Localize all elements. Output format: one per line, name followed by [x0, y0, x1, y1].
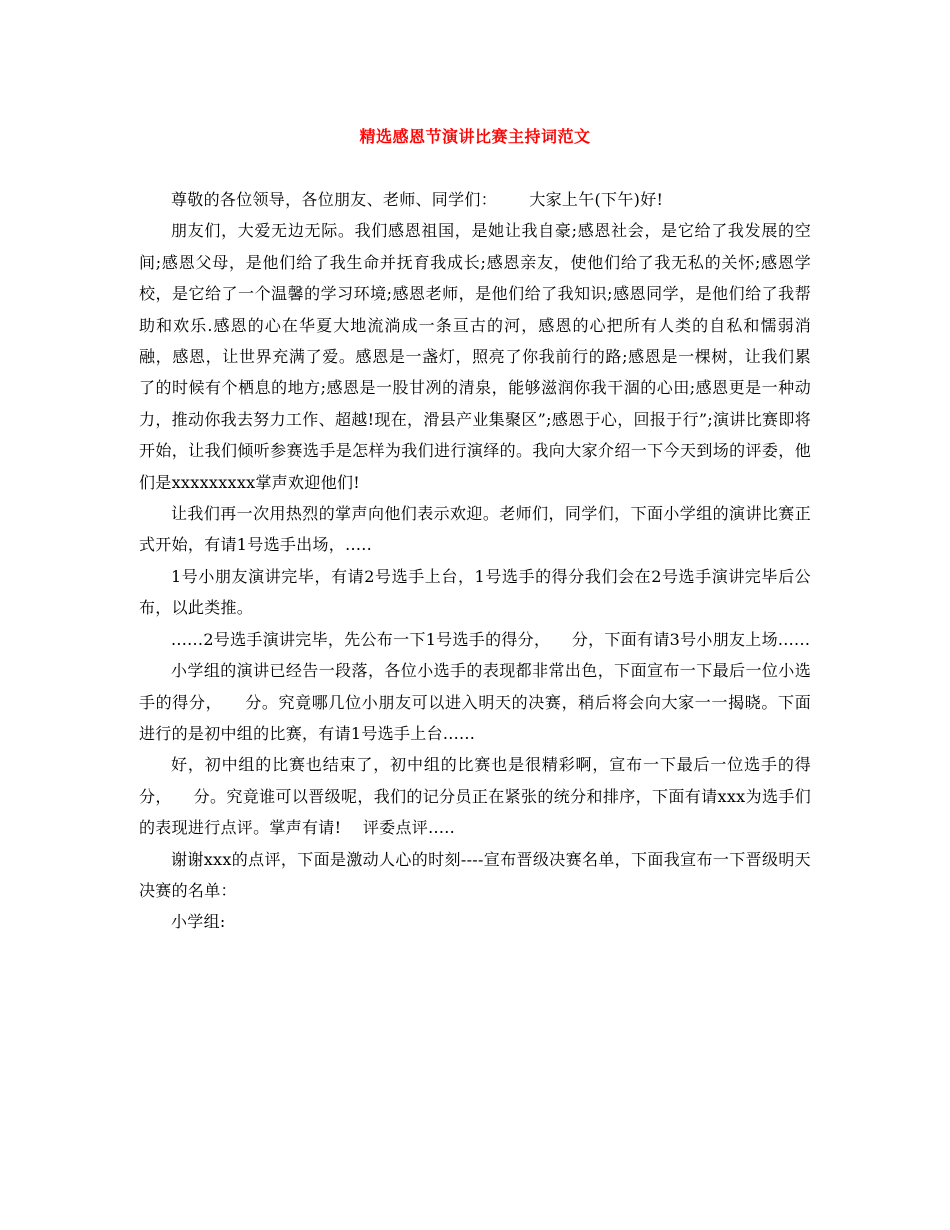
paragraph-primary-group: 小学组: [171, 912, 226, 932]
document-body [139, 184, 811, 938]
paragraph-contestant-1: 1号小朋友演讲完毕，有请2号选手上台，1号选手的得分我们会在2号选手演讲完毕后公布，以此类推。 [139, 566, 811, 618]
paragraph-junior-summary: 好，初中组的比赛也结束了，初中组的比赛也是很精彩啊，宣布一下最后一位选手的得分， 分。究竟谁可以晋级呢，我们的记分员正在紧张的统分和排序，下面有请xxx为选手们的表现进行点评。掌声有请! 评委点评..... [139, 755, 811, 838]
paragraph-greeting: 尊敬的各位领导，各位朋友、老师、同学们： 大家上午(下午)好! [171, 190, 664, 209]
paragraph-contestant-2: ......2号选手演讲完毕，先公布一下1号选手的得分， 分，下面有请3号小朋友上场...... [171, 629, 811, 649]
document-page [139, 0, 811, 938]
paragraph-finalists: 谢谢xxx的点评，下面是激动人心的时刻----宣布晋级决赛名单，下面我宣布一下晋级明天决赛的名单： [139, 849, 811, 900]
paragraph-gratitude: 朋友们，大爱无边无际。我们感恩祖国，是她让我自豪;感恩社会，是它给了我发展的空间;感恩父母，是他们给了我生命并抚育我成长;感恩亲友，使他们给了我无私的关怀;感恩学校，是它给了一个温馨的学习环境;感恩老师，是他们给了我知识;感恩同学，是他们给了我帮助和欢乐.感恩的心在华夏大地流淌成一条亘古的河，感恩的心把所有人类的自私和懦弱消融，感恩，让世界充满了爱。感恩是一盏灯，照亮了你我前行的路;感恩是一棵树，让我们累了的时候有个栖息的地方;感恩是一股甘冽的清泉，能够滋润你我干涸的心田;感恩更是一种动力，推动你我去努力工作、超越!现在，滑县产业集聚区”;感恩于心，回报于行”;演讲比赛即将开始，让我们倾听参赛选手是怎样为我们进行演绎的。我向大家介绍一下今天到场的评委，他们是xxxxxxxxx掌声欢迎他们! [139, 221, 811, 492]
paragraph-primary-summary: 小学组的演讲已经告一段落，各位小选手的表现都非常出色，下面宣布一下最后一位小选手的得分， 分。究竟哪几位小朋友可以进入明天的决赛，稍后将会向大家一一揭晓。下面进行的是初中组的比赛，有请1号选手上台...... [139, 661, 811, 743]
paragraph-welcome: 让我们再一次用热烈的掌声向他们表示欢迎。老师们，同学们，下面小学组的演讲比赛正式开始，有请1号选手出场，..... [139, 504, 811, 555]
document-title: 精选感恩节演讲比赛主持词范文 [359, 127, 591, 146]
